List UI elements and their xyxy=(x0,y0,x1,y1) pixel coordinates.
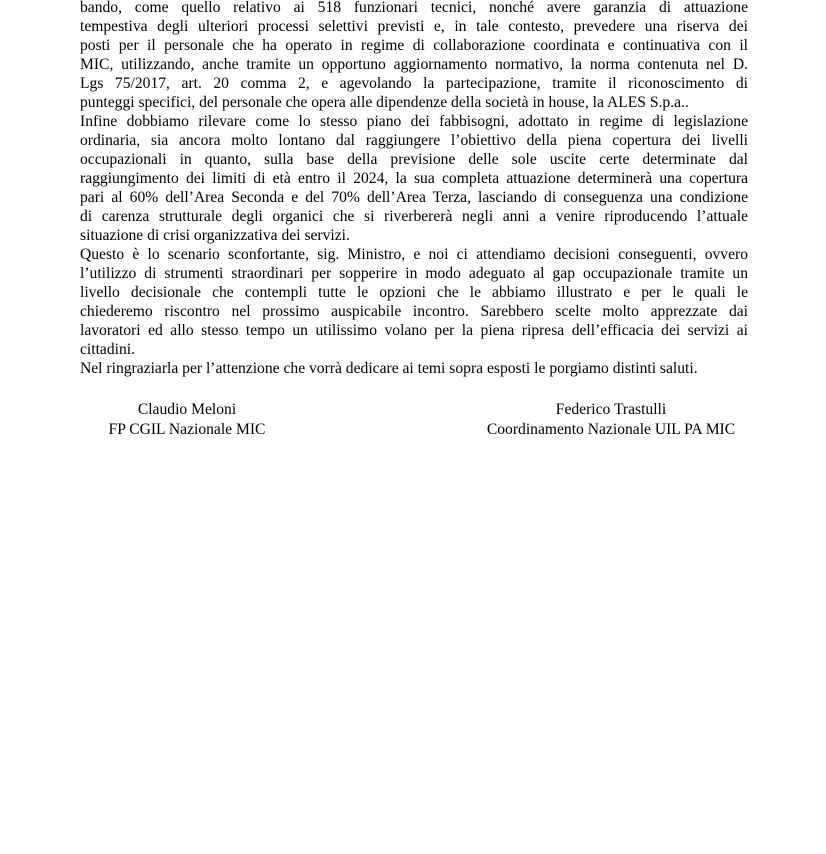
text-line: Questo è lo scenario sconfortante, sig. Ministro, e noi ci attendiamo decisioni conseguenti, ovvero xyxy=(80,246,748,263)
text-line: ordinaria, sia ancora molto lontano dal raggiungere l’obiettivo della piena copertura dei livelli xyxy=(80,132,748,149)
signatory-name-right: Federico Trastulli xyxy=(555,401,667,418)
text-line: pari al 60% dell’Area Seconda e del 70% dell’Area Terza, lasciando di conseguenza una condizione xyxy=(80,189,748,206)
letter-body xyxy=(80,0,748,378)
text-line: livello decisionale che contempli tutte le opzioni che le abbiamo illustrato e per le quali le xyxy=(80,284,748,301)
signatory-org-left: FP CGIL Nazionale MIC xyxy=(108,421,266,438)
text-line: Nel ringraziarla per l’attenzione che vorrà dedicare ai temi sopra esposti le porgiamo distinti saluti. xyxy=(80,360,698,377)
text-line: bando, come quello relativo ai 518 funzionari tecnici, nonché avere garanzia di attuazione xyxy=(80,0,748,16)
text-line: l’utilizzo di strumenti straordinari per sopperire in modo adeguato al gap occupazionale tramite un xyxy=(80,265,748,282)
text-line: chiederemo riscontro nel prossimo auspicabile incontro. Sarebbero scelte molto apprezzate dai xyxy=(80,303,748,320)
text-line: Infine dobbiamo rilevare come lo stesso piano dei fabbisogni, adottato in regime di legislazione xyxy=(80,113,748,130)
text-line: posti per il personale che ha operato in regime di collaborazione coordinata e continuativa con il xyxy=(80,37,748,54)
text-line: raggiungimento dei limiti di età entro il 2024, la sua completa attuazione determinerà una copertura xyxy=(80,170,748,187)
text-line: di carenza strutturale degli organici che si riverbererà negli anni a venire riproducendo l’attuale xyxy=(80,208,748,225)
text-line: punteggi specifici, del personale che opera alle dipendenze della società in house, la ALES S.p.a.. xyxy=(80,94,689,111)
signature-right xyxy=(472,400,750,440)
text-line: Lgs 75/2017, art. 20 comma 2, e agevolando la partecipazione, tramite il riconoscimento di xyxy=(80,75,748,92)
text-line: occupazionali in quanto, sulla base della previsione delle sole uscite certe determinate dal xyxy=(80,151,748,168)
text-line: tempestiva degli ulteriori processi selettivi previsti e, in tale contesto, prevedere una riserva dei xyxy=(80,18,748,35)
signatory-name-left: Claudio Meloni xyxy=(137,401,237,418)
text-line: situazione di crisi organizzativa dei servizi. xyxy=(80,227,350,244)
text-line: MIC, utilizzando, anche tramite un opportuno aggiornamento normativo, la norma contenuta nel D. xyxy=(80,56,748,73)
text-line: lavoratori ed allo stesso tempo un utilissimo volano per la piena ripresa dell’efficacia dei servizi ai xyxy=(80,322,748,339)
text-line: cittadini. xyxy=(80,341,135,358)
signature-block xyxy=(80,400,748,440)
signature-left xyxy=(80,400,294,440)
signatory-org-right: Coordinamento Nazionale UIL PA MIC xyxy=(486,421,736,438)
